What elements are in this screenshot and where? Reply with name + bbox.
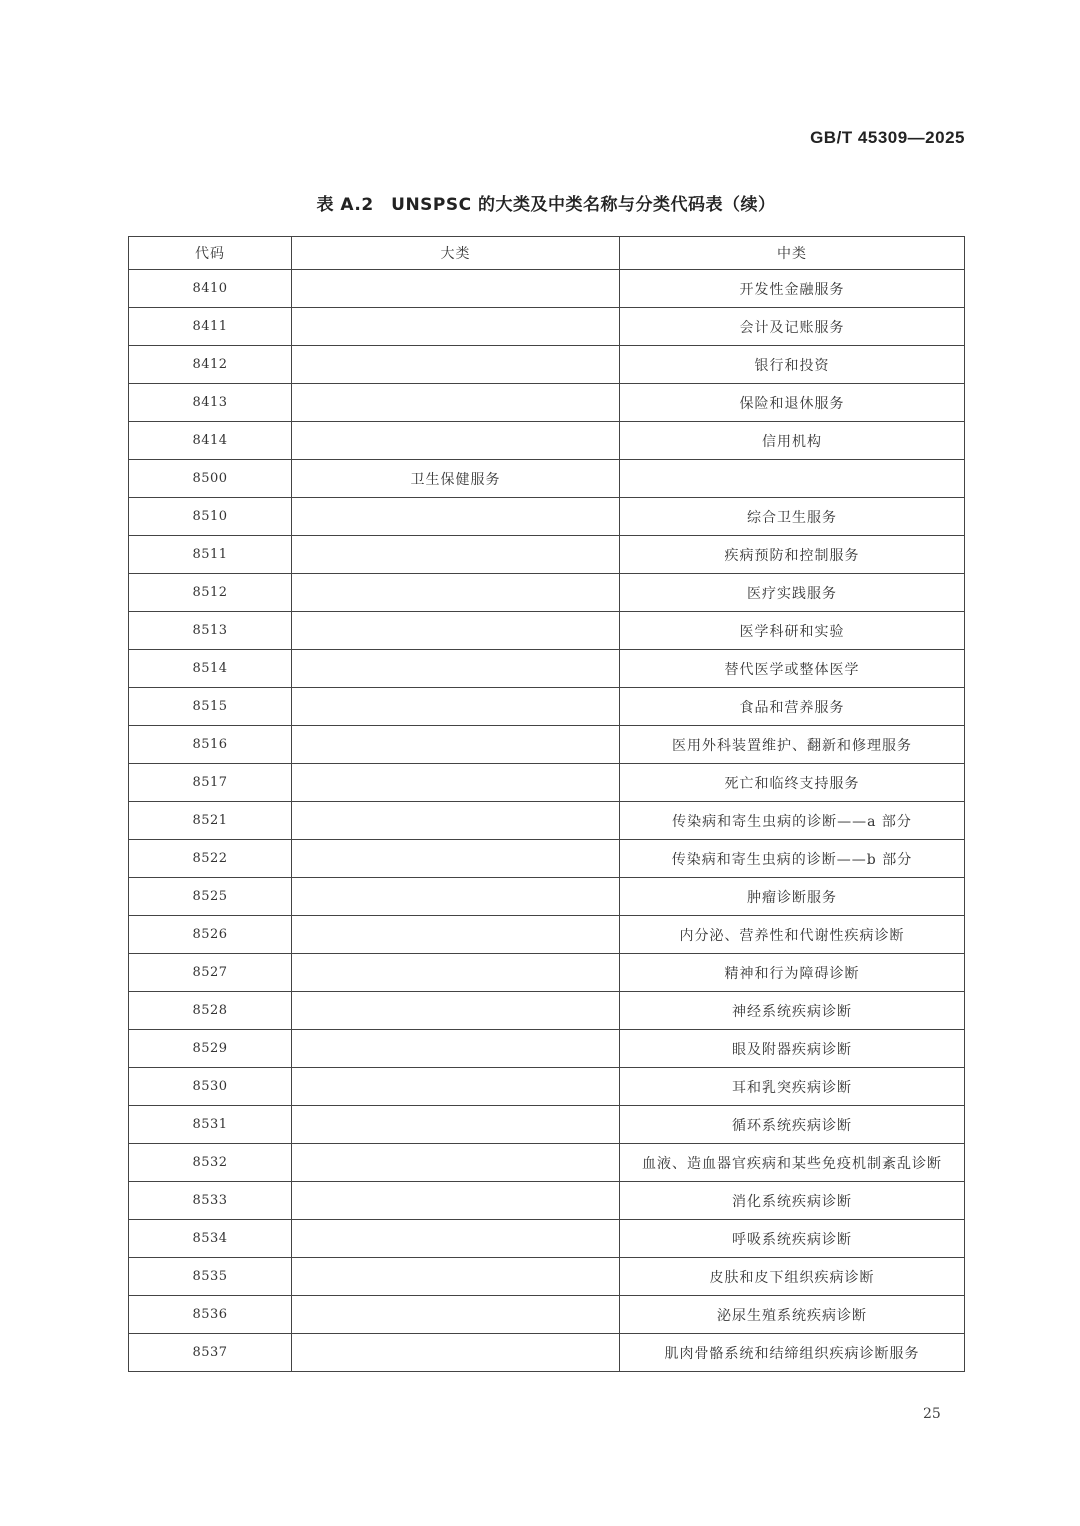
cell-major bbox=[292, 1106, 620, 1144]
cell-major bbox=[292, 1296, 620, 1334]
cell-code: 8533 bbox=[129, 1182, 292, 1220]
table-row bbox=[129, 764, 965, 802]
table-row bbox=[129, 574, 965, 612]
cell-code: 8512 bbox=[129, 574, 292, 612]
cell-middle: 保险和退休服务 bbox=[620, 384, 965, 422]
table-row bbox=[129, 992, 965, 1030]
cell-major bbox=[292, 726, 620, 764]
table-row bbox=[129, 612, 965, 650]
cell-major bbox=[292, 536, 620, 574]
cell-code: 8517 bbox=[129, 764, 292, 802]
cell-middle: 眼及附器疾病诊断 bbox=[620, 1030, 965, 1068]
cell-major bbox=[292, 840, 620, 878]
cell-code: 8528 bbox=[129, 992, 292, 1030]
cell-code: 8413 bbox=[129, 384, 292, 422]
cell-middle: 疾病预防和控制服务 bbox=[620, 536, 965, 574]
cell-middle: 肿瘤诊断服务 bbox=[620, 878, 965, 916]
cell-major bbox=[292, 1030, 620, 1068]
cell-major bbox=[292, 992, 620, 1030]
cell-code: 8412 bbox=[129, 346, 292, 384]
table-row bbox=[129, 1258, 965, 1296]
cell-middle: 银行和投资 bbox=[620, 346, 965, 384]
cell-code: 8534 bbox=[129, 1220, 292, 1258]
cell-major bbox=[292, 1144, 620, 1182]
table-row bbox=[129, 498, 965, 536]
table-row bbox=[129, 536, 965, 574]
cell-major bbox=[292, 650, 620, 688]
cell-code: 8511 bbox=[129, 536, 292, 574]
cell-code: 8410 bbox=[129, 270, 292, 308]
cell-major bbox=[292, 688, 620, 726]
table-row bbox=[129, 726, 965, 764]
cell-code: 8521 bbox=[129, 802, 292, 840]
cell-middle: 循环系统疾病诊断 bbox=[620, 1106, 965, 1144]
cell-middle: 医用外科装置维护、翻新和修理服务 bbox=[620, 726, 965, 764]
cell-major bbox=[292, 270, 620, 308]
table-row bbox=[129, 916, 965, 954]
classification-table bbox=[128, 236, 965, 1372]
cell-major bbox=[292, 308, 620, 346]
table-row bbox=[129, 1334, 965, 1372]
standard-number: GB/T 45309—2025 bbox=[810, 128, 965, 147]
cell-code: 8535 bbox=[129, 1258, 292, 1296]
cell-code: 8529 bbox=[129, 1030, 292, 1068]
cell-major bbox=[292, 764, 620, 802]
cell-code: 8536 bbox=[129, 1296, 292, 1334]
cell-major bbox=[292, 346, 620, 384]
table-row bbox=[129, 308, 965, 346]
table-row bbox=[129, 1182, 965, 1220]
cell-code: 8532 bbox=[129, 1144, 292, 1182]
cell-code: 8525 bbox=[129, 878, 292, 916]
column-header-code: 代码 bbox=[129, 237, 292, 270]
cell-middle: 耳和乳突疾病诊断 bbox=[620, 1068, 965, 1106]
cell-code: 8527 bbox=[129, 954, 292, 992]
table-row bbox=[129, 1030, 965, 1068]
cell-code: 8500 bbox=[129, 460, 292, 498]
cell-major bbox=[292, 802, 620, 840]
cell-code: 8516 bbox=[129, 726, 292, 764]
cell-middle: 传染病和寄生虫病的诊断——b 部分 bbox=[620, 840, 965, 878]
cell-major: 卫生保健服务 bbox=[292, 460, 620, 498]
cell-middle: 消化系统疾病诊断 bbox=[620, 1182, 965, 1220]
cell-major bbox=[292, 878, 620, 916]
cell-major bbox=[292, 422, 620, 460]
cell-major bbox=[292, 612, 620, 650]
cell-middle: 精神和行为障碍诊断 bbox=[620, 954, 965, 992]
table-body bbox=[129, 270, 965, 1372]
cell-middle: 泌尿生殖系统疾病诊断 bbox=[620, 1296, 965, 1334]
cell-major bbox=[292, 1182, 620, 1220]
table-row bbox=[129, 384, 965, 422]
cell-code: 8510 bbox=[129, 498, 292, 536]
table-header-row bbox=[129, 237, 965, 270]
page-number: 25 bbox=[923, 1406, 941, 1422]
cell-middle: 会计及记账服务 bbox=[620, 308, 965, 346]
table-row bbox=[129, 1220, 965, 1258]
table-row bbox=[129, 1068, 965, 1106]
table-row bbox=[129, 878, 965, 916]
cell-major bbox=[292, 1220, 620, 1258]
table-row bbox=[129, 802, 965, 840]
column-header-middle: 中类 bbox=[620, 237, 965, 270]
cell-middle: 血液、造血器官疾病和某些免疫机制紊乱诊断 bbox=[620, 1144, 965, 1182]
table-title: 表 A.2 UNSPSC 的大类及中类名称与分类代码表（续） bbox=[316, 195, 776, 215]
table-row bbox=[129, 270, 965, 308]
cell-middle: 食品和营养服务 bbox=[620, 688, 965, 726]
cell-code: 8414 bbox=[129, 422, 292, 460]
column-header-major: 大类 bbox=[292, 237, 620, 270]
table-row bbox=[129, 954, 965, 992]
cell-middle bbox=[620, 460, 965, 498]
cell-middle: 呼吸系统疾病诊断 bbox=[620, 1220, 965, 1258]
cell-middle: 传染病和寄生虫病的诊断——a 部分 bbox=[620, 802, 965, 840]
table-row bbox=[129, 422, 965, 460]
table-row bbox=[129, 346, 965, 384]
cell-major bbox=[292, 574, 620, 612]
cell-middle: 综合卫生服务 bbox=[620, 498, 965, 536]
cell-code: 8411 bbox=[129, 308, 292, 346]
cell-major bbox=[292, 954, 620, 992]
table-row bbox=[129, 688, 965, 726]
table-row bbox=[129, 650, 965, 688]
cell-code: 8515 bbox=[129, 688, 292, 726]
cell-middle: 替代医学或整体医学 bbox=[620, 650, 965, 688]
cell-middle: 神经系统疾病诊断 bbox=[620, 992, 965, 1030]
table-row bbox=[129, 460, 965, 498]
cell-code: 8514 bbox=[129, 650, 292, 688]
cell-middle: 内分泌、营养性和代谢性疾病诊断 bbox=[620, 916, 965, 954]
cell-major bbox=[292, 1068, 620, 1106]
table-row bbox=[129, 1106, 965, 1144]
cell-middle: 医学科研和实验 bbox=[620, 612, 965, 650]
cell-major bbox=[292, 1334, 620, 1372]
cell-code: 8513 bbox=[129, 612, 292, 650]
cell-middle: 死亡和临终支持服务 bbox=[620, 764, 965, 802]
cell-major bbox=[292, 384, 620, 422]
cell-major bbox=[292, 916, 620, 954]
cell-middle: 开发性金融服务 bbox=[620, 270, 965, 308]
table-row bbox=[129, 1144, 965, 1182]
cell-code: 8531 bbox=[129, 1106, 292, 1144]
cell-middle: 肌肉骨骼系统和结缔组织疾病诊断服务 bbox=[620, 1334, 965, 1372]
cell-major bbox=[292, 1258, 620, 1296]
cell-middle: 皮肤和皮下组织疾病诊断 bbox=[620, 1258, 965, 1296]
cell-code: 8530 bbox=[129, 1068, 292, 1106]
table-row bbox=[129, 840, 965, 878]
cell-code: 8537 bbox=[129, 1334, 292, 1372]
cell-code: 8526 bbox=[129, 916, 292, 954]
cell-middle: 医疗实践服务 bbox=[620, 574, 965, 612]
table-row bbox=[129, 1296, 965, 1334]
cell-major bbox=[292, 498, 620, 536]
cell-code: 8522 bbox=[129, 840, 292, 878]
cell-middle: 信用机构 bbox=[620, 422, 965, 460]
